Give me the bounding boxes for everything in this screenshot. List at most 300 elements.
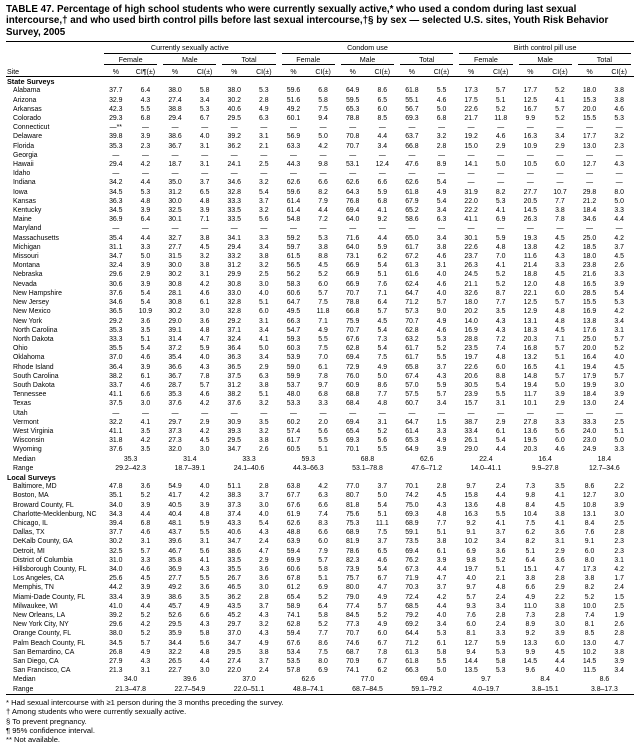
value-cell: 19.4 [523,381,538,389]
group-label: Birth control pill use [459,42,631,54]
value-cell: 30.6 [109,280,123,288]
value-cell: 61.3 [405,648,419,656]
value-cell: 64.0 [345,216,360,224]
value-cell: 61.8 [405,87,419,95]
subgroup-label: Female [104,54,157,65]
value-cell: 77.4 [345,602,360,610]
value-cell: 5.1 [259,391,269,399]
value-cell: 3.6 [140,483,151,491]
value-cell: 70.9 [345,658,360,666]
value-cell: 6.6 [318,501,328,509]
value-cell: 3.8 [614,87,624,95]
value-cell: 5.5 [436,87,447,95]
value-cell: 19.4 [582,363,597,371]
site-cell: Massachusetts [13,234,59,242]
value-cell: — [408,124,416,132]
value-cell: 5.7 [318,556,328,564]
value-cell: 5.1 [377,271,388,279]
value-cell: — [230,409,238,417]
percent-column-header: % [516,65,546,77]
value-cell: 7.9 [318,547,328,555]
value-cell: 33.4 [464,427,478,435]
value-cell: 11.5 [583,667,596,675]
value-cell: — [497,151,505,159]
value-cell: 7.1 [199,216,210,224]
value-cell: 8.3 [318,519,328,527]
value-cell: 9.0 [436,308,447,316]
value-cell: 27.9 [109,658,123,666]
value-cell: 5.2 [555,115,565,123]
value-cell: — [378,170,386,178]
value-cell: 5.4 [614,289,624,297]
value-cell: 6.4 [377,299,388,307]
value-cell: 29.7 [168,418,182,426]
value-cell: — [112,151,120,159]
value-cell: 3.8 [525,575,536,583]
value-cell: 19.9 [582,381,597,389]
site-cell: San Bernardino, CA [13,648,75,656]
site-cell: Maine [13,216,32,224]
value-cell: 6.0 [584,547,595,555]
value-cell: 4.2 [436,593,447,601]
value-cell: 29.6 [109,621,123,629]
value-cell: 63.2 [405,335,419,343]
value-cell: 4.9 [259,639,269,647]
value-cell: 4.4 [377,234,388,242]
value-cell: 5.1 [614,427,624,435]
value-cell: 8.5 [584,630,595,638]
value-cell: 4.9 [377,593,388,601]
ci-column-header: CI(±) [604,65,634,77]
value-cell: 66.9 [345,280,360,288]
section-label: State Surveys [7,77,55,87]
site-cell: Wisconsin [13,437,45,445]
value-cell: 34.4 [168,639,182,647]
value-cell: 4.2 [199,400,210,408]
site-cell: Palm Beach County, FL [13,639,86,647]
value-cell: 36.9 [109,216,123,224]
value-cell: 59.4 [286,547,301,555]
value-cell: — [112,409,120,417]
value-cell: 4.7 [199,335,210,343]
site-cell: Colorado [13,115,41,123]
value-cell: 8.4 [584,519,595,527]
value-cell: 5.9 [199,519,210,527]
value-cell: 18.7 [168,161,182,169]
value-cell: 67.6 [286,501,301,509]
value-cell: 18.5 [582,243,597,251]
table-row [6,537,634,546]
site-cell: Baltimore, MD [13,483,57,491]
value-cell: 35.0 [168,179,182,187]
value-cell: 3.4 [495,538,506,546]
value-cell: 24.0 [582,427,597,435]
value-cell: 69.9 [286,556,301,564]
value-cell: 5.7 [555,105,565,113]
value-cell: 5.8 [318,565,328,573]
summary-value-cell: 3.8–15.1 [531,685,559,693]
value-cell: 3.2 [259,262,269,270]
value-cell: 17.5 [464,96,478,104]
site-cell: Detroit, MI [13,547,45,555]
table-row [6,501,634,510]
value-cell: 5.4 [377,501,388,509]
value-cell: 9.2 [525,630,536,638]
value-cell: 10.8 [582,501,597,509]
subgroup-label: Total [222,54,275,65]
value-cell: 3.4 [614,667,624,675]
subgroup-label: Total [578,54,631,65]
value-cell: 11.1 [375,519,389,527]
value-cell: 13.0 [582,400,597,408]
summary-value-cell: 29.2–42.3 [115,464,146,472]
value-cell: 8.0 [584,556,595,564]
value-cell: 3.8 [555,510,565,518]
value-cell: 8.6 [318,639,328,647]
value-cell: 25.0 [582,335,597,343]
value-cell: 3.3 [495,630,506,638]
value-cell: 80.0 [345,584,360,592]
ci-column-header: CI(±) [308,65,338,77]
value-cell: 37.5 [227,372,241,380]
value-cell: 3.7 [259,602,269,610]
value-cell: 2.8 [259,593,269,601]
value-cell: 31.8 [109,437,123,445]
value-cell: 4.1 [555,363,565,371]
value-cell: 2.6 [259,446,269,454]
value-cell: 6.8 [318,391,328,399]
value-cell: 24.9 [582,446,597,454]
table-row [6,151,634,160]
value-cell: 5.9 [377,188,388,196]
value-cell: — [408,170,416,178]
value-cell: 26.1 [464,437,478,445]
table-row [6,142,634,151]
table-row [6,583,634,592]
value-cell: 5.0 [259,345,269,353]
value-cell: 5.2 [614,345,624,353]
value-cell: — [526,151,534,159]
value-cell: 5.3 [495,197,506,205]
value-cell: 2.9 [259,556,269,564]
summary-value-cell: 8.6 [599,676,610,684]
value-cell: 46.5 [227,584,241,592]
value-cell: 2.9 [495,142,506,150]
value-cell: 23.0 [582,437,597,445]
value-cell: 8.6 [377,87,388,95]
value-cell: 14.5 [523,207,538,215]
value-cell: 4.9 [525,593,536,601]
value-cell: 40.6 [227,105,241,113]
value-cell: 4.9 [259,105,269,113]
value-cell: — [467,409,475,417]
value-cell: 4.5 [555,648,565,656]
value-cell: 30.8 [168,280,182,288]
value-cell: 4.5 [377,317,388,325]
value-cell: 30.1 [464,234,478,242]
value-cell: 8.9 [525,621,536,629]
value-cell: — [260,170,268,178]
value-cell: 2.8 [614,630,624,638]
value-cell: 4.9 [140,648,151,656]
value-cell: 5.5 [199,529,210,537]
value-cell: 5.8 [436,648,447,656]
value-cell: 46.7 [168,547,182,555]
value-cell: 6.3 [259,372,269,380]
value-cell: 31.4 [168,335,182,343]
value-cell: 11.8 [316,308,330,316]
value-cell: 8.9 [436,161,447,169]
value-cell: 54.9 [168,483,182,491]
value-cell: 65.4 [345,427,360,435]
value-cell: 5.2 [318,621,328,629]
value-cell: — [556,409,564,417]
value-cell: 17.3 [464,87,478,95]
value-cell: 16.5 [523,363,538,371]
value-cell: 3.8 [555,602,565,610]
value-cell: 81.9 [345,538,360,546]
value-cell: 26.7 [227,575,241,583]
value-cell: 75.3 [345,519,360,527]
value-cell: — [378,225,386,233]
subgroup-label: Total [400,54,453,65]
site-cell: Rhode Island [13,363,54,371]
value-cell: 5.0 [614,437,624,445]
value-cell: 53.3 [286,400,301,408]
value-cell: 4.6 [614,105,624,113]
value-cell: 33.7 [109,381,123,389]
value-cell: 8.7 [495,289,506,297]
subgroup-header-male [516,54,575,65]
value-cell: 16.8 [523,345,538,353]
value-cell: 3.9 [140,207,151,215]
value-cell: 16.4 [582,354,597,362]
site-cell: Idaho [13,170,31,178]
value-cell: 6.9 [466,547,476,555]
value-cell: 68.4 [345,400,360,408]
value-cell: 3.4 [495,602,506,610]
value-cell: 17.7 [523,87,538,95]
value-cell: 75.7 [345,575,360,583]
site-cell: Miami-Dade County, FL [13,593,86,601]
value-cell: 61.5 [286,253,301,261]
value-cell: 24.1 [227,161,241,169]
value-cell: 5.9 [495,639,506,647]
value-cell: 5.4 [377,326,388,334]
value-cell: 69.3 [405,510,419,518]
table-row [6,197,634,206]
value-cell: 13.3 [523,639,538,647]
value-cell: 1.5 [436,418,447,426]
value-cell: 60.3 [286,345,301,353]
value-cell: 3.3 [614,207,624,215]
value-cell: 3.2 [259,207,269,215]
value-cell: 7.8 [199,372,210,380]
value-cell: 3.2 [436,133,447,141]
table-row [6,427,634,436]
value-cell: 60.2 [286,418,301,426]
value-cell: — [556,124,564,132]
group-header-row [6,42,634,54]
value-cell: 14.5 [523,658,538,666]
value-cell: 43.3 [227,519,241,527]
value-cell: 34.2 [109,179,123,187]
value-cell: —** [109,124,122,132]
value-cell: 61.8 [405,658,419,666]
value-cell: 9.4 [466,648,476,656]
value-cell: 4.9 [436,437,447,445]
summary-value-cell: 34.0 [123,676,138,684]
value-cell: 4.2 [199,492,210,500]
value-cell: 21.1 [464,280,478,288]
value-cell: 3.7 [259,197,269,205]
value-cell: 45.7 [168,602,182,610]
value-cell: 61.7 [286,437,301,445]
value-cell: 8.6 [584,483,595,491]
value-cell: 76.2 [405,556,419,564]
value-cell: 9.2 [377,216,388,224]
value-cell: — [438,170,445,178]
value-cell: 4.2 [614,234,624,242]
value-cell: — [586,124,593,132]
value-cell: 4.2 [140,621,151,629]
value-cell: 4.8 [436,510,447,518]
value-cell: 4.1 [495,519,506,527]
value-cell: 4.3 [614,161,624,169]
value-cell: — [290,170,297,178]
footnote-not-available: ** Not available. [6,735,61,745]
value-cell: 3.1 [377,418,388,426]
value-cell: 4.0 [614,354,624,362]
value-cell: 4.2 [614,565,624,573]
summary-label-cell: Median [13,455,36,463]
value-cell: 4.7 [377,584,388,592]
value-cell: 4.9 [377,621,388,629]
value-cell: 70.7 [405,317,419,325]
value-cell: — [615,170,623,178]
value-cell: 4.4 [377,133,388,141]
value-cell: 34.7 [227,538,241,546]
value-cell: 5.9 [377,243,388,251]
subgroup-header-female [279,54,338,65]
value-cell: — [526,409,534,417]
value-cell: 4.4 [318,207,328,215]
value-cell: 48.0 [286,391,301,399]
value-cell: 3.9 [436,446,447,454]
value-cell: 5.2 [584,593,595,601]
value-cell: 34.0 [109,565,123,573]
value-cell: 22.6 [464,243,478,251]
value-cell: 22.0 [464,197,478,205]
site-cell: Hillsborough County, FL [13,565,87,573]
table-row [6,639,634,648]
value-cell: 48.1 [168,519,182,527]
value-cell: 3.3 [555,262,565,270]
value-cell: 3.3 [259,234,269,242]
value-cell: 13.8 [582,317,597,325]
value-cell: 17.6 [582,326,597,334]
value-cell: 5.1 [495,96,506,104]
site-cell: Delaware [13,133,43,141]
value-cell: 5.7 [140,547,151,555]
value-cell: 20.3 [523,446,538,454]
value-cell: 9.1 [466,529,476,537]
value-cell: 40.5 [168,501,182,509]
value-cell: 30.0 [168,262,182,270]
value-cell: 6.5 [199,188,210,196]
table-title: TABLE 47. Percentage of high school students who were currently sexually active,* who used a condom during last sexual intercourse,† and who used birth control pills before last sexual intercourse,†§ by sex — selected U.S. sites, Youth Risk Behavior Survey, 2005 [6,4,634,42]
table-row [6,160,634,169]
value-cell: 5.5 [495,510,506,518]
value-cell: 4.3 [259,630,269,638]
value-cell: 38.6 [227,547,241,555]
value-cell: 10.0 [582,602,597,610]
value-cell: — [290,124,297,132]
value-cell: 20.0 [582,105,597,113]
value-cell: 4.3 [199,621,210,629]
value-cell: — [556,179,564,187]
value-cell: 65.2 [405,207,419,215]
site-cell: Kentucky [13,207,42,215]
value-cell: 7.1 [555,335,565,343]
table-row [6,123,634,132]
value-cell: 5.5 [199,575,210,583]
value-cell: 74.6 [345,639,360,647]
value-cell: 3.4 [614,317,624,325]
value-cell: 62.6 [286,179,301,187]
value-cell: 44.3 [286,161,301,169]
value-cell: 4.8 [199,197,210,205]
value-cell: 37.6 [109,446,123,454]
value-cell: 21.6 [582,271,597,279]
value-cell: 10.5 [523,161,538,169]
value-cell: 6.7 [377,575,388,583]
value-cell: 62.6 [286,519,301,527]
value-cell: 38.3 [227,492,241,500]
value-cell: 4.4 [436,565,447,573]
value-cell: 6.6 [318,529,328,537]
value-cell: 27.7 [523,188,538,196]
table-row [6,132,634,141]
value-cell: 4.8 [555,280,565,288]
summary-value-cell: 9.7 [481,676,491,684]
value-cell: 34.6 [582,216,597,224]
value-cell: 29.0 [168,317,182,325]
table-row [6,280,634,289]
value-cell: — [319,170,327,178]
table-row [6,519,634,528]
value-cell: 4.8 [140,197,151,205]
value-cell: 3.2 [259,400,269,408]
value-cell: 4.2 [555,243,565,251]
value-cell: — [378,151,386,159]
value-cell: 2.8 [555,575,565,583]
table-row [6,629,634,638]
summary-value-cell: 8.4 [540,676,550,684]
value-cell: 5.9 [199,345,210,353]
value-cell: 38.2 [109,372,123,380]
table-row [6,353,634,362]
value-cell: 5.5 [436,658,447,666]
subgroup-header-female [101,54,160,65]
value-cell: 61.7 [405,243,419,251]
value-cell: 45.2 [227,612,241,619]
value-cell: 5.4 [377,565,388,573]
value-cell: 77.0 [345,483,360,491]
value-cell: 3.2 [199,253,210,261]
value-cell: 34.7 [227,639,241,647]
value-cell: 30.8 [227,280,241,288]
